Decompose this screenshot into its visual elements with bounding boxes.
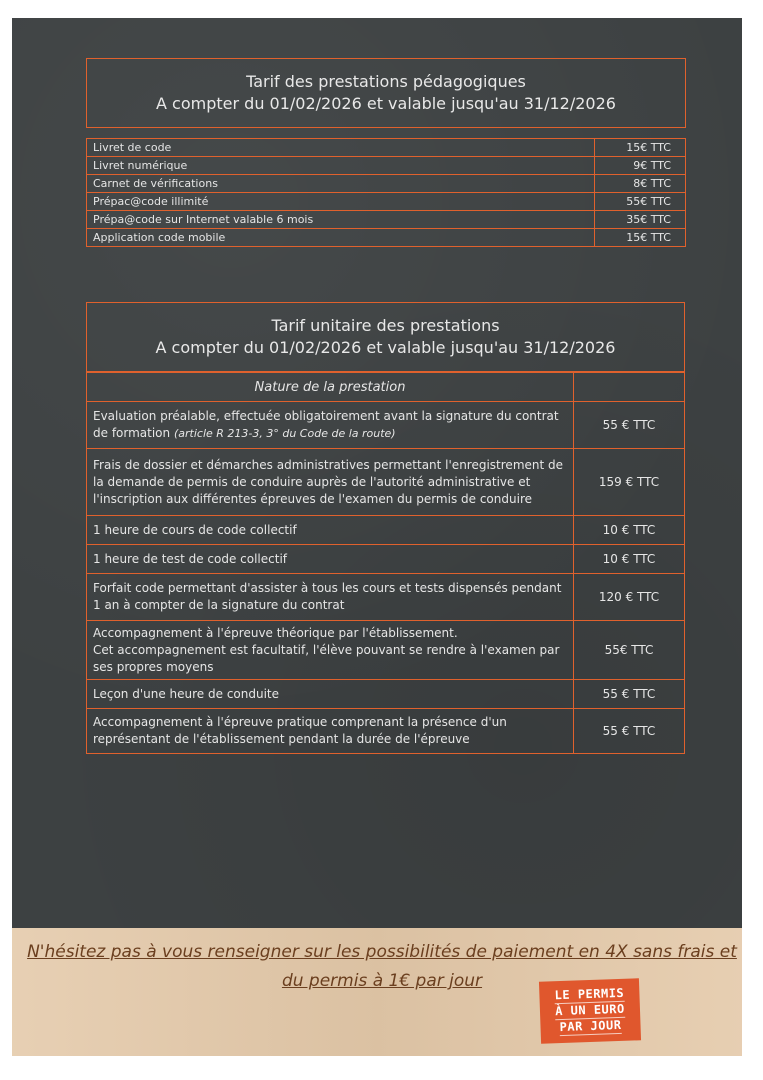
item-price: 10 € TTC bbox=[574, 545, 685, 574]
item-price: 15€ TTC bbox=[595, 229, 686, 247]
item-label: Forfait code permettant d'assister à tous les cours et tests dispensés pendant 1 an à compter de la signature du contrat bbox=[87, 574, 574, 621]
item-label: Application code mobile bbox=[87, 229, 595, 247]
item-label: Livret de code bbox=[87, 139, 595, 157]
column-header: Nature de la prestation bbox=[87, 373, 574, 402]
section2-title-box bbox=[86, 302, 685, 372]
table-row bbox=[87, 709, 685, 754]
unit-prices-table bbox=[86, 372, 685, 754]
item-label: Prépac@code illimité bbox=[87, 193, 595, 211]
table-row bbox=[87, 175, 686, 193]
item-price: 159 € TTC bbox=[574, 449, 685, 516]
stamp-line3: PAR JOUR bbox=[559, 1017, 622, 1035]
payment-info-line2: du permis à 1€ par jour bbox=[281, 971, 483, 991]
section1-title-box bbox=[86, 58, 686, 128]
stamp-line2: À UN EURO bbox=[554, 1001, 625, 1019]
table-row bbox=[87, 516, 685, 545]
item-price: 9€ TTC bbox=[595, 157, 686, 175]
table-row bbox=[87, 402, 685, 449]
item-price: 15€ TTC bbox=[595, 139, 686, 157]
table-row bbox=[87, 211, 686, 229]
table-row bbox=[87, 545, 685, 574]
price-column-header bbox=[574, 373, 685, 402]
item-price: 10 € TTC bbox=[574, 516, 685, 545]
item-price: 55 € TTC bbox=[574, 709, 685, 754]
permis-un-euro-logo bbox=[539, 978, 641, 1043]
item-label: Carnet de vérifications bbox=[87, 175, 595, 193]
table-row bbox=[87, 449, 685, 516]
section2-title: Tarif unitaire des prestations bbox=[271, 316, 500, 335]
item-price: 55 € TTC bbox=[574, 680, 685, 709]
table-row bbox=[87, 139, 686, 157]
item-label: 1 heure de cours de code collectif bbox=[87, 516, 574, 545]
item-price: 120 € TTC bbox=[574, 574, 685, 621]
item-price: 55 € TTC bbox=[574, 402, 685, 449]
table-row bbox=[87, 574, 685, 621]
table-row bbox=[87, 621, 685, 680]
table-row bbox=[87, 193, 686, 211]
item-label bbox=[87, 621, 574, 680]
section1-validity: A compter du 01/02/2026 et valable jusqu'au 31/12/2026 bbox=[156, 94, 616, 113]
pedagogical-prices-table bbox=[86, 138, 686, 247]
item-price: 35€ TTC bbox=[595, 211, 686, 229]
item-label: Accompagnement à l'épreuve pratique comprenant la présence d'un représentant de l'établissement pendant la durée de l'épreuve bbox=[87, 709, 574, 754]
item-text-detail: Cet accompagnement est facultatif, l'élève pouvant se rendre à l'examen par ses propres moyens bbox=[93, 642, 560, 674]
item-text: Accompagnement à l'épreuve théorique par l'établissement. bbox=[93, 625, 458, 640]
item-label: Prépa@code sur Internet valable 6 mois bbox=[87, 211, 595, 229]
item-label: 1 heure de test de code collectif bbox=[87, 545, 574, 574]
item-label: Leçon d'une heure de conduite bbox=[87, 680, 574, 709]
table-row bbox=[87, 680, 685, 709]
item-text: Evaluation préalable, effectuée obligatoirement avant la signature du contrat de formation bbox=[93, 409, 559, 440]
table-header-row bbox=[87, 373, 685, 402]
legal-note: (article R 213-3, 3° du Code de la route) bbox=[173, 427, 396, 440]
table-row bbox=[87, 157, 686, 175]
section2-validity: A compter du 01/02/2026 et valable jusqu'au 31/12/2026 bbox=[155, 338, 616, 357]
stamp-line1: LE PERMIS bbox=[554, 985, 625, 1003]
table-row bbox=[87, 229, 686, 247]
item-price: 55€ TTC bbox=[595, 193, 686, 211]
item-label bbox=[87, 402, 574, 449]
section1-title: Tarif des prestations pédagogiques bbox=[246, 72, 526, 91]
item-price: 55€ TTC bbox=[574, 621, 685, 680]
item-price: 8€ TTC bbox=[595, 175, 686, 193]
item-label: Livret numérique bbox=[87, 157, 595, 175]
payment-info-line1: N'hésitez pas à vous renseigner sur les possibilités de paiement en 4X sans frais et bbox=[27, 942, 737, 962]
item-label: Frais de dossier et démarches administratives permettant l'enregistrement de la demande de permis de conduire auprès de l'autorité administrative et l'inscription aux différentes épreuves de l'examen du permis de conduire bbox=[87, 449, 574, 516]
